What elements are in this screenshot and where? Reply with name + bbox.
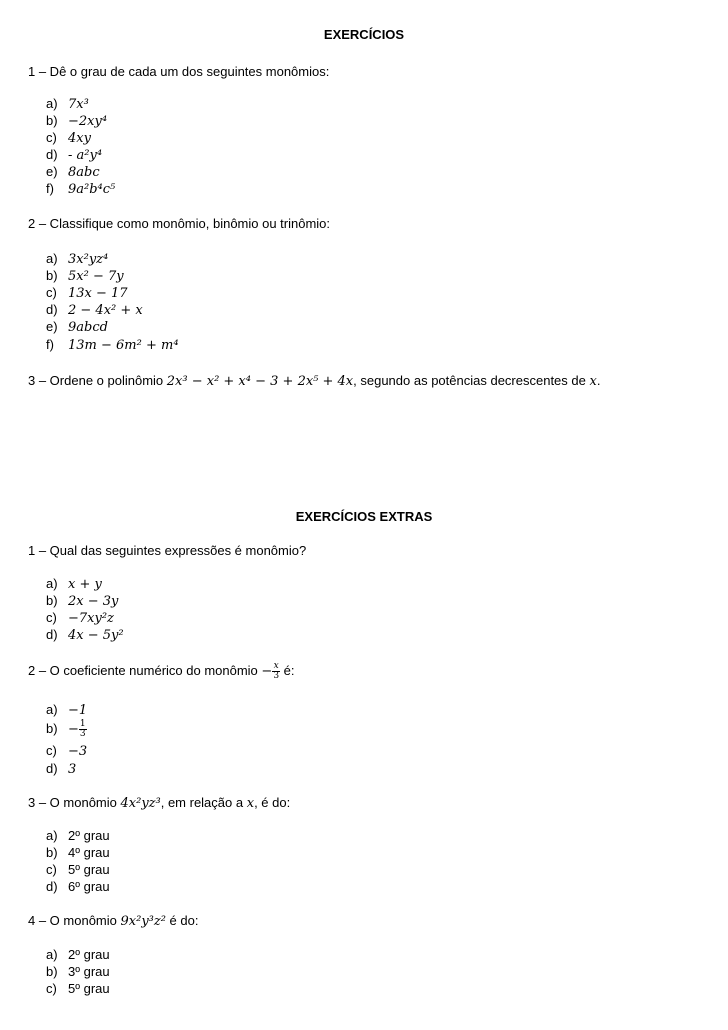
q1-option-c (46, 130, 91, 146)
option-expression: 4xy (68, 131, 91, 146)
option-expression: 5x² − 7y (68, 269, 124, 284)
option-label: d) (46, 302, 58, 317)
q2-option-a (46, 251, 108, 267)
option-label: c) (46, 743, 57, 758)
extra-q1-option-d (46, 627, 124, 643)
section-title-exercicios: EXERCÍCIOS (323, 27, 405, 42)
option-label: a) (46, 828, 58, 843)
option-label: f) (46, 337, 54, 352)
option-label: b) (46, 720, 58, 736)
option-label: a) (46, 251, 58, 266)
option-label: d) (46, 761, 58, 776)
extra-question-1-text: 1 – Qual das seguintes expressões é monômio? (28, 543, 307, 558)
extra-q1-option-a (46, 576, 102, 592)
option-label: d) (46, 879, 58, 894)
extra-q1-option-b (46, 593, 118, 609)
q3-middle: , em relação a (160, 795, 247, 810)
option-text: 2º grau (68, 828, 110, 843)
q3-suffix: , é do: (254, 795, 291, 810)
extra-question-2-text (28, 662, 295, 681)
q3-end: . (596, 373, 601, 388)
q2-option-e (46, 319, 108, 335)
q2-option-f (46, 337, 179, 353)
extra-q4-option-c (46, 981, 110, 996)
extra-q3-option-a (46, 828, 110, 843)
option-expression: 8abc (68, 165, 100, 180)
option-expression: 3 (68, 762, 77, 777)
extra-q4-option-a (46, 947, 110, 962)
q2-sign: − (261, 663, 273, 679)
option-label: b) (46, 964, 58, 979)
q4-prefix: 4 – O monômio (28, 913, 121, 928)
option-text: 5º grau (68, 862, 110, 877)
fraction-denominator: 3 (79, 729, 86, 739)
option-label: c) (46, 610, 57, 625)
option-expression: −1 (68, 703, 88, 718)
extra-q2-option-a (46, 702, 87, 718)
option-label: a) (46, 702, 58, 717)
q2-prefix: 2 – O coeficiente numérico do monômio (28, 662, 262, 678)
option-label: d) (46, 147, 58, 162)
option-expression: 9a²b⁴c⁵ (68, 182, 116, 197)
option-fraction (79, 720, 87, 739)
option-label: e) (46, 164, 58, 179)
q2-fraction (272, 662, 280, 681)
option-expression: 7x³ (68, 97, 89, 112)
option-expression: 2x − 3y (68, 594, 119, 609)
question-3-text (28, 373, 600, 389)
question-1-text: 1 – Dê o grau de cada um dos seguintes monômios: (28, 64, 330, 79)
option-text: 6º grau (68, 879, 110, 894)
option-label: e) (46, 319, 58, 334)
extra-q3-option-c (46, 862, 110, 877)
q2-suffix: é: (280, 662, 295, 678)
option-expression: 13m − 6m² + m⁴ (68, 338, 179, 353)
option-expression: −7xy²z (68, 611, 114, 626)
option-expression: −2xy⁴ (68, 114, 108, 129)
option-expression: 3x²yz⁴ (68, 252, 109, 267)
q3-prefix: 3 – O monômio (28, 795, 121, 810)
option-expression: 9abcd (68, 320, 108, 335)
q3-suffix: , segundo as potências decrescentes de (353, 373, 590, 388)
option-expression: 13x − 17 (68, 286, 128, 301)
extra-q2-option-b (46, 720, 87, 739)
option-label: a) (46, 576, 58, 591)
extra-q2-option-d (46, 761, 76, 777)
extra-question-4-text (28, 913, 198, 929)
option-text: 2º grau (68, 947, 110, 962)
option-expression: 2 − 4x² + x (68, 303, 143, 318)
fraction-numerator: x (273, 661, 279, 671)
option-text: 5º grau (68, 981, 110, 996)
option-expression: - a²y⁴ (68, 148, 103, 163)
q1-option-e (46, 164, 100, 180)
option-label: a) (46, 947, 58, 962)
q4-monomial: 9x²y³z² (120, 914, 166, 929)
q1-option-a (46, 96, 89, 112)
q1-option-f (46, 181, 115, 197)
fraction-numerator: 1 (79, 719, 86, 729)
extra-q2-option-c (46, 743, 87, 759)
q3-monomial: 4x²yz³ (120, 796, 161, 811)
fraction-denominator: 3 (273, 671, 280, 681)
question-2-text: 2 – Classifique como monômio, binômio ou trinômio: (28, 216, 331, 231)
option-text: 3º grau (68, 964, 110, 979)
extra-q3-option-b (46, 845, 110, 860)
option-label: c) (46, 981, 57, 996)
option-label: c) (46, 862, 57, 877)
q3-variable: x (246, 796, 255, 811)
option-expression: 4x − 5y² (68, 628, 124, 643)
q1-option-b (46, 113, 107, 129)
option-label: d) (46, 627, 58, 642)
q2-option-d (46, 302, 143, 318)
option-expression: x + y (68, 577, 102, 592)
q1-option-d (46, 147, 102, 163)
q3-variable: x (589, 374, 597, 389)
q2-option-c (46, 285, 128, 301)
q3-polynomial: 2x³ − x² + x⁴ − 3 + 2x⁵ + 4x (166, 374, 354, 389)
option-label: b) (46, 845, 58, 860)
extra-q4-option-b (46, 964, 110, 979)
option-label: c) (46, 285, 57, 300)
option-label: f) (46, 181, 54, 196)
q3-prefix: 3 – Ordene o polinômio (28, 373, 167, 388)
extra-question-3-text (28, 795, 290, 811)
option-text: 4º grau (68, 845, 110, 860)
q4-suffix: é do: (165, 913, 199, 928)
option-sign: − (68, 721, 79, 737)
option-expression: −3 (68, 744, 88, 759)
q2-option-b (46, 268, 124, 284)
section-title-exercicios-extras: EXERCÍCIOS EXTRAS (295, 509, 433, 524)
option-label: c) (46, 130, 57, 145)
option-label: a) (46, 96, 58, 111)
extra-q1-option-c (46, 610, 114, 626)
option-label: b) (46, 113, 58, 128)
option-label: b) (46, 268, 58, 283)
extra-q3-option-d (46, 879, 110, 894)
option-label: b) (46, 593, 58, 608)
